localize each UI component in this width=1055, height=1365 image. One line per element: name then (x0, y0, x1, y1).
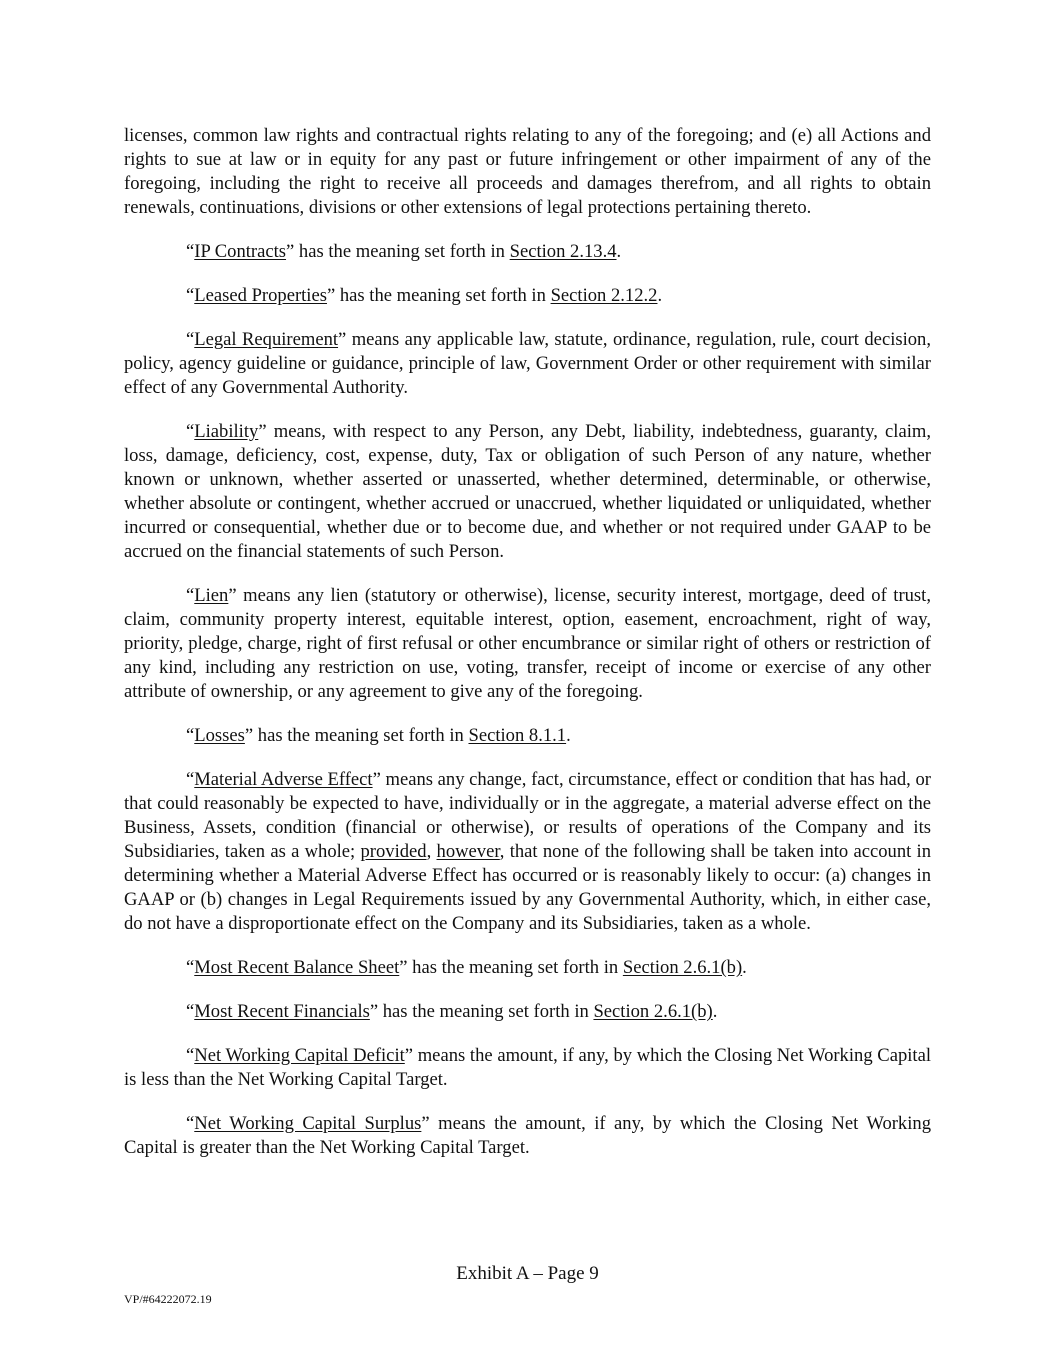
defined-term: Net Working Capital Deficit (194, 1045, 405, 1066)
defined-term: Material Adverse Effect (194, 769, 373, 790)
definition-leased-properties: “Leased Properties” has the meaning set forth in Section 2.12.2. (186, 285, 663, 306)
defined-term: Leased Properties (194, 285, 327, 306)
defined-term: Most Recent Financials (194, 1001, 370, 1022)
definitions-body (124, 124, 931, 1180)
proviso-however: however (436, 841, 500, 862)
page-footer: Exhibit A – Page 9 (456, 1263, 599, 1284)
definition-most-recent-balance-sheet: “Most Recent Balance Sheet” has the meaning set forth in Section 2.6.1(b). (186, 957, 747, 978)
defined-term: Losses (194, 725, 245, 746)
definition-liability: “Liability” means, with respect to any Person, any Debt, liability, indebtedness, guaranty, claim, loss, damage, deficiency, cost, expense, duty, Tax or obligation of such Person of any nature, whether known or unknown, whether asserted or unasserted, whether determined, determinable, or otherwise, whether absolute or contingent, whether accrued or unaccrued, whether liquidated or unliquidated, whether incurred or consequential, whether due or to become due, and whether or not required under GAAP to be accrued on the financial statements of such Person. (124, 421, 931, 562)
paragraph-text: licenses, common law rights and contractual rights relating to any of the foregoing; and (e) all Actions and rights to sue at law or in equity for any past or future infringement or other impairment of any of the foregoing, including the right to receive all proceeds and damages therefrom, and all rights to obtain renewals, continuations, divisions or other extensions of legal protections pertaining thereto. (124, 125, 931, 218)
proviso-provided: provided (360, 841, 427, 862)
definition-ip-contracts: “IP Contracts” has the meaning set forth in Section 2.13.4. (186, 241, 622, 262)
defined-term: Liability (194, 421, 259, 442)
definition-material-adverse-effect: “Material Adverse Effect” means any change, fact, circumstance, effect or condition that has had, or that could reasonably be expected to have, individually or in the aggregate, a material adverse effect on the Business, Assets, condition (financial or otherwise), or results of operations of the Company and its Subsidiaries, taken as a whole; provided, however, that none of the following shall be taken into account in determining whether a Material Adverse Effect has occurred or is reasonably likely to occur: (a) changes in GAAP or (b) changes in Legal Requirements issued by any Governmental Authority, which, in either case, do not have a disproportionate effect on the Company and its Subsidiaries, taken as a whole. (124, 769, 932, 934)
section-reference: Section 8.1.1 (468, 725, 567, 746)
defined-term: Net Working Capital Surplus (194, 1113, 422, 1134)
section-reference: Section 2.6.1(b) (622, 957, 743, 978)
definition-losses: “Losses” has the meaning set forth in Section 8.1.1. (186, 725, 571, 746)
definition-most-recent-financials: “Most Recent Financials” has the meaning set forth in Section 2.6.1(b). (186, 1001, 718, 1022)
defined-term: Legal Requirement (194, 329, 339, 350)
definition-lien: “Lien” means any lien (statutory or otherwise), license, security interest, mortgage, deed of trust, claim, community property interest, equitable interest, option, easement, encroachment, right of way, priority, pledge, charge, right of first refusal or other encumbrance or similar right of others or restriction of any kind, including any restriction on use, voting, transfer, receipt of income or exercise of any other attribute of ownership, or any agreement to give any of the foregoing. (124, 585, 931, 702)
definition-net-working-capital-surplus: “Net Working Capital Surplus” means the amount, if any, by which the Closing Net Working Capital is greater than the Net Working Capital Target. (124, 1113, 931, 1158)
section-reference: Section 2.6.1(b) (593, 1001, 713, 1022)
section-reference: Section 2.12.2 (550, 285, 658, 306)
paragraph-ip-continuation (124, 124, 931, 220)
section-reference: Section 2.13.4 (509, 241, 617, 262)
definition-legal-requirement: “Legal Requirement” means any applicable law, statute, ordinance, regulation, rule, court decision, policy, agency guideline or guidance, principle of law, Government Order or other requirement with similar effect of any Governmental Authority. (124, 329, 932, 398)
defined-term: IP Contracts (194, 241, 287, 262)
defined-term: Lien (194, 585, 229, 606)
document-id: VP/#64222072.19 (124, 1292, 212, 1306)
defined-term: Most Recent Balance Sheet (194, 957, 400, 978)
definition-net-working-capital-deficit: “Net Working Capital Deficit” means the amount, if any, by which the Closing Net Working Capital is less than the Net Working Capital Target. (124, 1045, 932, 1090)
